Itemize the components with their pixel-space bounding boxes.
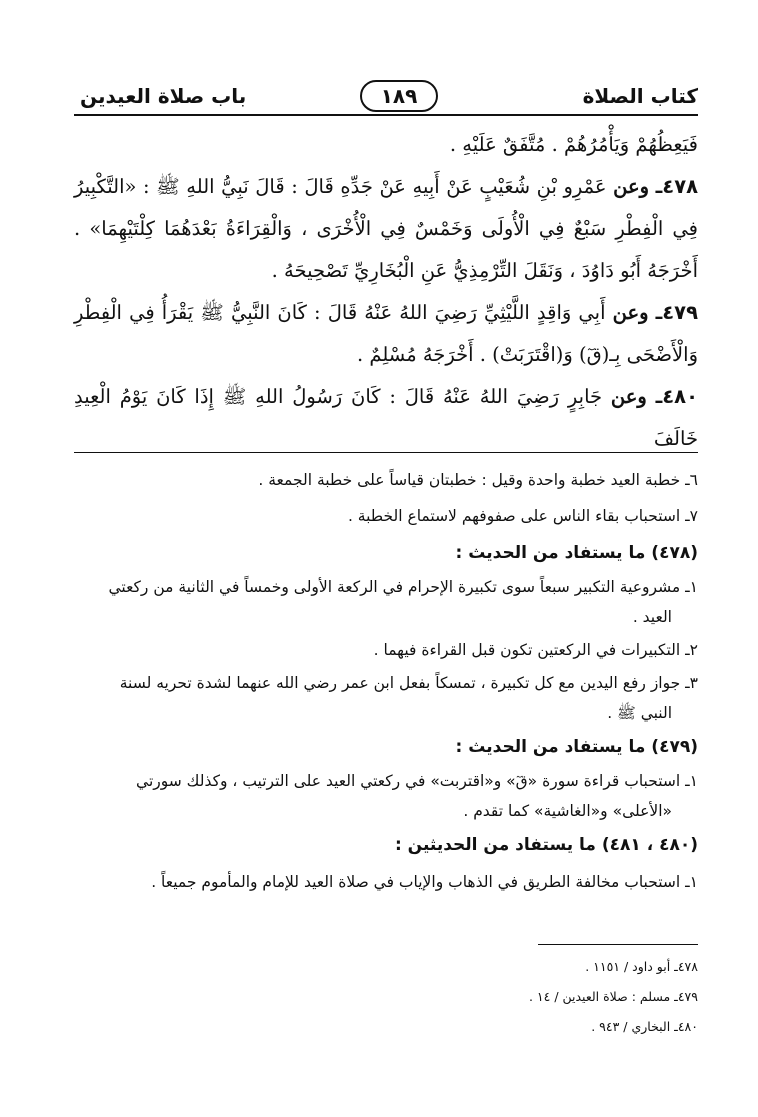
hadith-conjunction: وعن [612,301,649,324]
note-item-continuation: النبي ﷺ . [607,704,672,722]
book-title: كتاب الصلاة [582,84,698,108]
note-item: ١ـ استحباب قراءة سورة «قٓ» و«اقتربت» في ركعتي العيد على الترتيب ، وكذلك سورتي [136,772,698,790]
commentary [74,462,698,900]
hadith-number: ٤٨٠ـ [655,385,698,408]
note-item-continuation: العيد . [632,608,672,626]
note-item: ٦ـ خطبة العيد خطبة واحدة وقيل : خطبتان قياساً على خطبة الجمعة . [258,471,698,489]
hadith-conjunction: وعن [610,385,647,408]
footnote-478: ٤٧٨ـ أبو داود / ١١٥١ . [585,959,698,974]
hadith-480 [74,376,698,460]
hadith-text: جَابِرٍ رَضِيَ اللهُ عَنْهُ قَالَ : كَانَ رَسُولُ اللهِ ﷺ إِذَا كَانَ يَوْمُ الْعِيدِ خَالَفَ [74,385,698,450]
note-item: ١ـ مشروعية التكبير سبعاً سوى تكبيرة الإحرام في الركعة الأولى وخمساً في الثانية من ركعتي [108,578,698,596]
footnotes [74,952,698,1042]
hadith-number: ٤٧٨ـ [655,175,699,198]
note-item: ١ـ استحباب مخالفة الطريق في الذهاب والإياب في صلاة العيد للإمام والمأموم جميعاً . [151,873,698,891]
page-header [74,78,698,122]
hadith-text: أَبِي وَاقِدٍ اللَّيْثِيِّ رَضِيَ اللهُ عَنْهُ قَالَ : كَانَ النَّبِيُّ ﷺ يَقْرَأُ فِي الْفِطْرِ وَالْأَضْحَى بِـ(قٓ) وَ(اقْتَرَبَتْ) . أَخْرَجَهُ مُسْلِمٌ . [74,301,698,366]
note-item: ٢ـ التكبيرات في الركعتين تكون قبل القراءة فيهما . [373,641,698,659]
hadith-number: ٤٧٩ـ [655,301,698,324]
hadith-479 [74,292,698,376]
header-rule [74,114,698,116]
note-item-continuation: «الأعلى» و«الغاشية» كما تقدم . [463,802,672,820]
note-item: ٣ـ جواز رفع اليدين مع كل تكبيرة ، تمسكاً بفعل ابن عمر رضي الله عنهما لشدة تحريه لسنة [119,674,698,692]
hadith-intro [74,124,698,166]
footnote-divider [538,944,698,945]
section-heading-478: (٤٧٨) ما يستفاد من الحديث : [455,543,698,563]
footnote-479: ٤٧٩ـ مسلم : صلاة العيدين / ١٤ . [528,989,698,1004]
section-heading-479: (٤٧٩) ما يستفاد من الحديث : [455,737,698,757]
hadith-478 [74,166,698,292]
note-item: ٧ـ استحباب بقاء الناس على صفوفهم لاستماع الخطبة . [347,507,698,525]
chapter-title: باب صلاة العيدين [80,84,247,108]
footnote-480: ٤٨٠ـ البخاري / ٩٤٣ . [591,1019,698,1034]
hadith-text: عَمْرِو بْنِ شُعَيْبٍ عَنْ أَبِيهِ عَنْ جَدِّهِ قَالَ : قَالَ نَبِيُّ اللهِ ﷺ : «التَّكْبِيرُ فِي الْفِطْرِ سَبْعٌ فِي الْأُولَى وَخَمْسٌ فِي الْأُخْرَى ، وَالْقِرَاءَةُ بَعْدَهُمَا كِلْتَيْهِمَا» . أَخْرَجَهُ أَبُو دَاوُدَ ، وَنَقَلَ التِّرْمِذِيُّ عَنِ الْبُخَارِيِّ تَصْحِيحَهُ . [74,175,698,282]
section-divider [74,452,698,453]
page-number: ١٨٩ [360,80,438,112]
hadith-intro-text: فَيَعِظُهُمْ وَيَأْمُرُهُمْ . مُتَّفَقٌ عَلَيْهِ . [449,133,698,156]
section-heading-480: (٤٨٠ ، ٤٨١) ما يستفاد من الحديثين : [394,835,698,855]
hadith-conjunction: وعن [613,175,650,198]
